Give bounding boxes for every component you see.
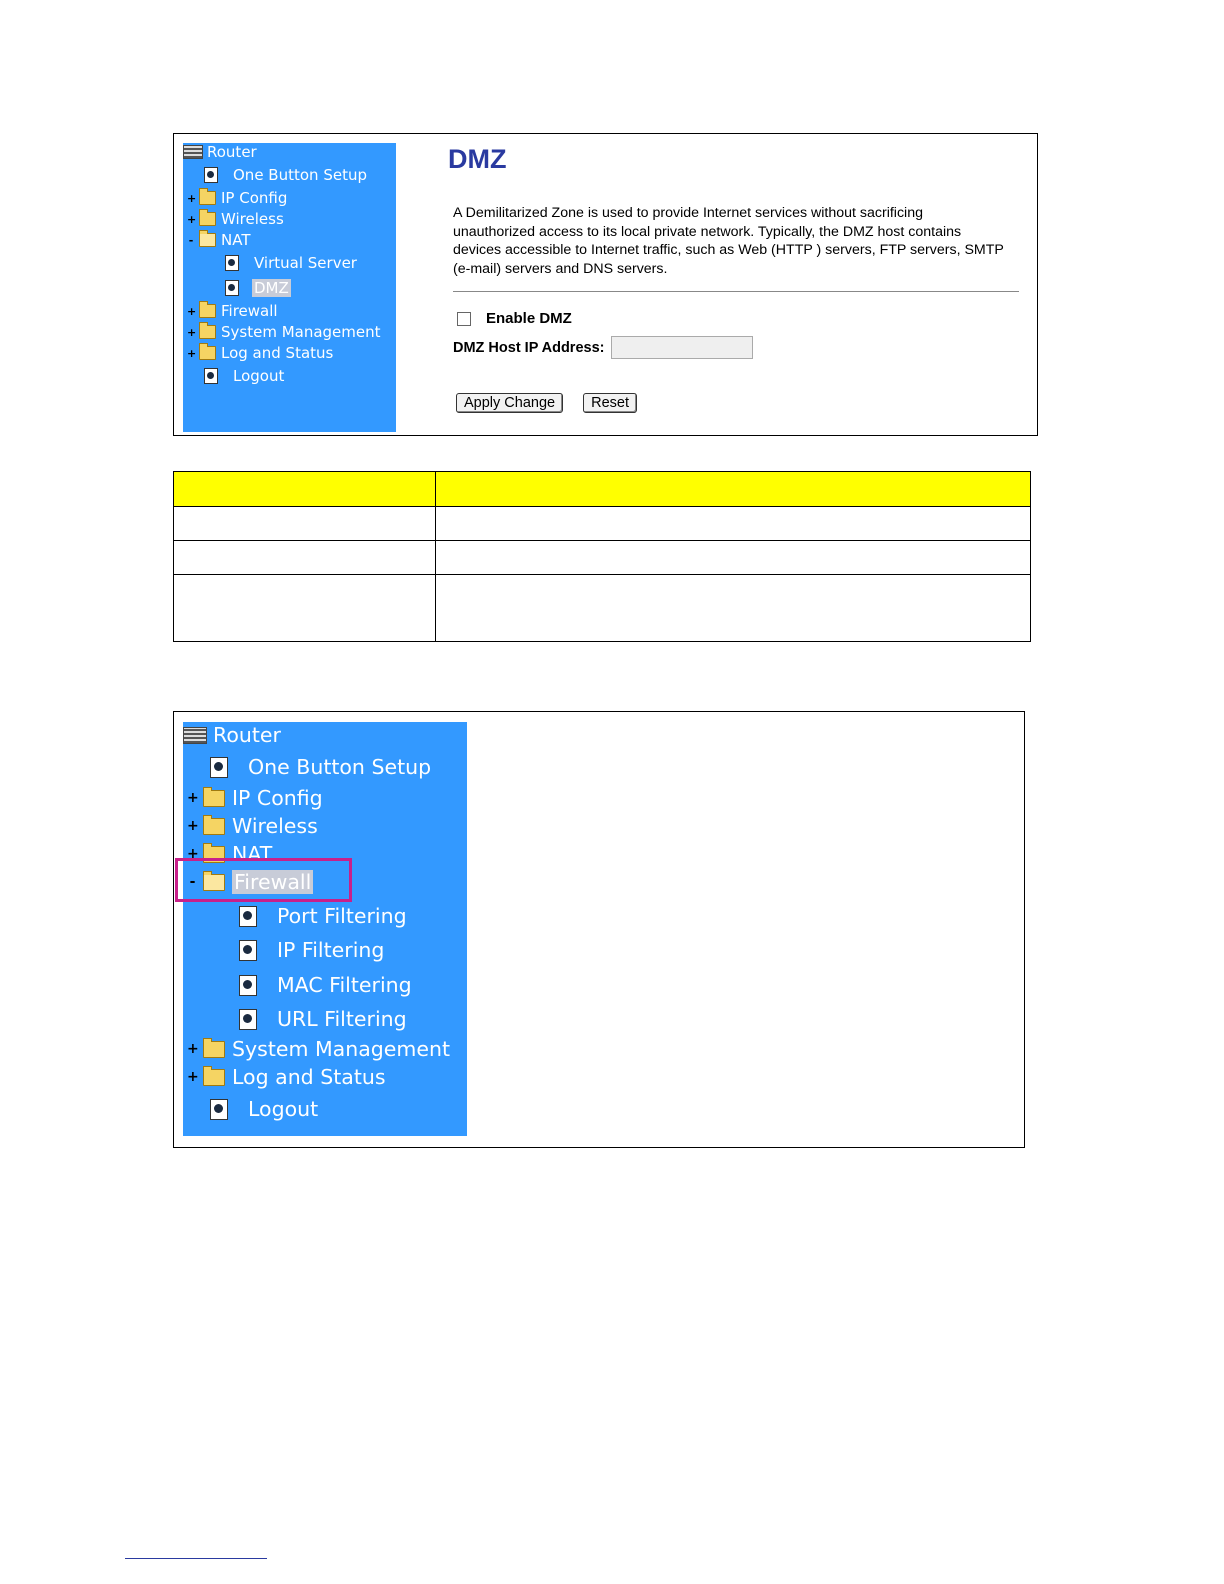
dmz-host-ip-input[interactable] — [611, 336, 753, 359]
tree-item-label: IP Config — [232, 786, 323, 810]
folder-icon — [203, 790, 225, 807]
enable-dmz-row — [457, 310, 572, 327]
table-row — [174, 575, 1031, 642]
tree-item-label: Log and Status — [221, 344, 334, 362]
expand-icon[interactable]: + — [187, 325, 197, 339]
tree-item-label: NAT — [221, 231, 251, 249]
apply-change-button[interactable]: Apply Change — [456, 393, 563, 413]
table-cell — [436, 507, 1031, 541]
router-icon — [183, 145, 203, 159]
page-icon — [239, 975, 257, 996]
tree-item-logout[interactable] — [204, 367, 284, 385]
tree-item-label: NAT — [232, 842, 273, 866]
tree-item-nat[interactable] — [187, 231, 250, 249]
tree-item-ip-filtering[interactable] — [239, 938, 384, 962]
dmz-screenshot — [173, 133, 1038, 436]
tree-item-wireless[interactable] — [187, 814, 318, 838]
tree-root[interactable] — [183, 143, 257, 161]
page-icon — [204, 368, 218, 384]
table-cell — [174, 575, 436, 642]
tree-item-dmz[interactable] — [225, 279, 291, 297]
tree-item-label: Port Filtering — [277, 904, 407, 928]
firewall-screenshot — [173, 711, 1025, 1148]
page-description: A Demilitarized Zone is used to provide Internet services without sacrificing unauthorized access to its local private network. Typically, the DMZ host contains devices accessible to Internet traffic, such as Web (HTTP ) servers, FTP servers, SMTP (e-mail) servers and DNS servers. — [453, 205, 1004, 277]
expand-icon[interactable]: + — [187, 818, 199, 834]
tree-item-port-filtering[interactable] — [239, 904, 407, 928]
router-icon — [183, 727, 207, 744]
tree-item-virtual-server[interactable] — [225, 254, 357, 272]
tree-item-label-selected: DMZ — [254, 279, 289, 297]
table-header-row — [174, 472, 1031, 507]
tree-item-label: Log and Status — [232, 1065, 386, 1089]
dmz-content — [448, 134, 1037, 435]
tree-item-one-button-setup[interactable] — [204, 166, 367, 184]
tree-item-label: Wireless — [221, 210, 284, 228]
reset-button[interactable]: Reset — [583, 393, 637, 413]
table-cell — [436, 575, 1031, 642]
tree-item-label: Logout — [248, 1097, 319, 1121]
tree-item-firewall[interactable] — [187, 302, 278, 320]
folder-icon — [199, 325, 216, 339]
table-cell — [174, 541, 436, 575]
tree-item-ip-config[interactable] — [187, 189, 287, 207]
firewall-highlight-box — [175, 858, 352, 902]
tree-item-ip-config[interactable] — [187, 786, 323, 810]
folder-icon — [203, 1069, 225, 1086]
tree-item-log-and-status[interactable] — [187, 1065, 386, 1089]
page-icon — [204, 167, 218, 183]
page-title: DMZ — [448, 144, 507, 174]
parameter-table — [173, 471, 1031, 642]
page-icon — [239, 1009, 257, 1030]
expand-icon[interactable]: + — [187, 790, 199, 806]
enable-dmz-checkbox[interactable] — [457, 312, 471, 326]
tree-root-label: Router — [213, 723, 281, 747]
table-cell — [436, 541, 1031, 575]
tree-item-label: One Button Setup — [233, 166, 367, 184]
expand-icon[interactable]: + — [187, 1069, 199, 1085]
tree-item-label: Firewall — [221, 302, 278, 320]
tree-item-url-filtering[interactable] — [239, 1007, 407, 1031]
table-cell — [174, 507, 436, 541]
folder-icon — [203, 1041, 225, 1058]
tree-item-label: Logout — [233, 367, 285, 385]
expand-icon[interactable]: + — [187, 212, 197, 226]
folder-icon — [199, 191, 216, 205]
expand-icon[interactable]: + — [187, 346, 197, 360]
tree-item-label: Virtual Server — [254, 254, 357, 272]
table-row — [174, 507, 1031, 541]
table-header-cell — [174, 472, 436, 507]
tree-item-label: IP Filtering — [277, 938, 385, 962]
navigation-tree — [183, 722, 467, 1136]
tree-item-logout[interactable] — [210, 1097, 318, 1121]
button-row — [456, 393, 637, 413]
tree-item-label-selected: Firewall — [234, 870, 312, 894]
tree-item-label: Wireless — [232, 814, 318, 838]
tree-item-system-management[interactable] — [187, 1037, 450, 1061]
page-icon — [210, 757, 228, 778]
page-icon — [210, 1099, 228, 1120]
table-row — [174, 541, 1031, 575]
tree-root[interactable] — [183, 723, 281, 747]
tree-item-label: MAC Filtering — [277, 973, 412, 997]
expand-icon[interactable]: + — [187, 304, 197, 318]
table-header-cell — [436, 472, 1031, 507]
folder-icon — [199, 212, 216, 226]
navigation-tree — [183, 143, 396, 432]
enable-dmz-label: Enable DMZ — [486, 310, 572, 327]
tree-item-label: System Management — [221, 323, 381, 341]
dmz-host-ip-label: DMZ Host IP Address: — [453, 339, 605, 356]
expand-icon[interactable]: + — [187, 846, 199, 862]
expand-icon[interactable]: + — [187, 1041, 199, 1057]
tree-item-label: URL Filtering — [277, 1007, 407, 1031]
page-icon — [225, 255, 239, 271]
tree-item-label: System Management — [232, 1037, 451, 1061]
collapse-icon[interactable]: - — [189, 874, 196, 890]
tree-item-label: One Button Setup — [248, 755, 432, 779]
tree-item-label: IP Config — [221, 189, 288, 207]
tree-item-mac-filtering[interactable] — [239, 973, 412, 997]
folder-icon — [203, 818, 225, 835]
dmz-host-ip-row — [453, 336, 753, 359]
folder-icon — [199, 304, 216, 318]
open-folder-icon — [199, 233, 216, 247]
tree-root-label: Router — [207, 143, 257, 161]
collapse-icon[interactable]: - — [188, 233, 194, 247]
expand-icon[interactable]: + — [187, 191, 197, 205]
page-icon — [239, 906, 257, 927]
page-icon — [225, 280, 239, 296]
page-icon — [239, 940, 257, 961]
tree-item-wireless[interactable] — [187, 210, 284, 228]
tree-item-one-button-setup[interactable] — [210, 755, 431, 779]
footer-rule — [125, 1558, 267, 1559]
tree-item-system-management[interactable] — [187, 323, 381, 341]
divider — [453, 291, 1019, 292]
folder-icon — [199, 346, 216, 360]
tree-item-log-and-status[interactable] — [187, 344, 333, 362]
